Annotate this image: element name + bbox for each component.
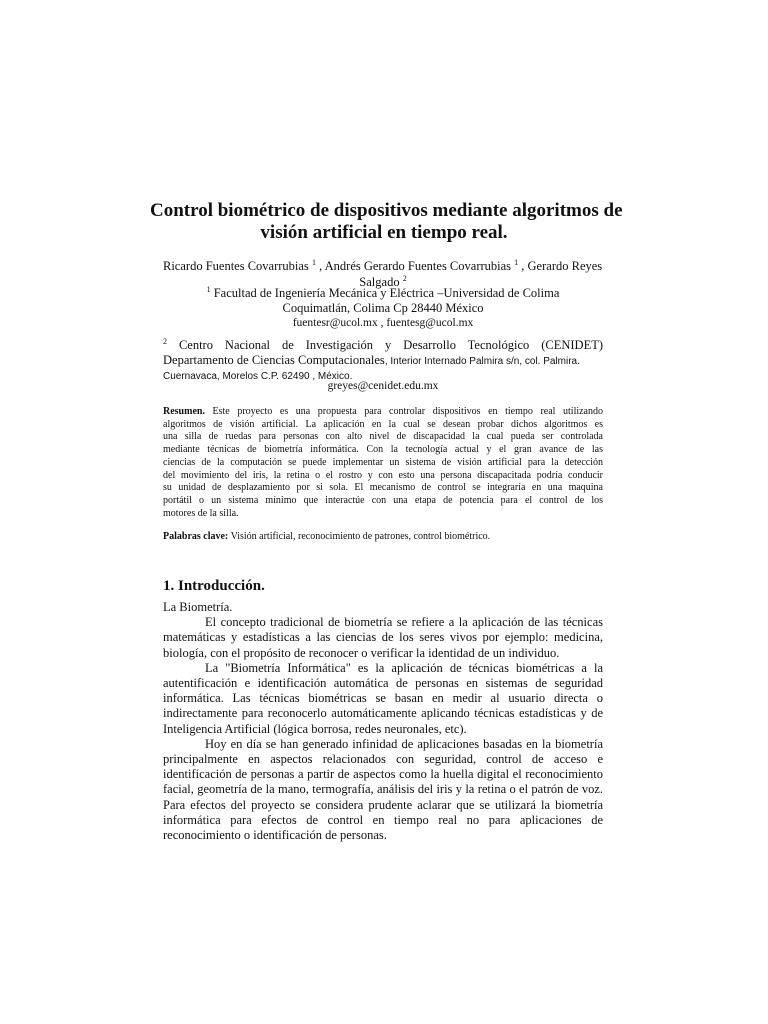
abstract-line (163, 406, 603, 419)
body-line: El concepto tradicional de biometría se refiere a la aplicación de las técnicas (205, 615, 603, 630)
affiliation-2-mark: 2 (163, 336, 167, 346)
affiliation-1-institution: Facultad de Ingeniería Mecánica y Eléctrica –Universidad de Colima (213, 286, 560, 300)
body-line: biología, con el propósito de reconocer o verificar la identidad de un individuo. (163, 645, 560, 660)
author-2: , Andrés Gerardo Fuentes Covarrubias (319, 259, 512, 273)
title-line-1: Control biométrico de dispositivos mediante algoritmos de (150, 200, 623, 221)
affiliation-2-line-1 (163, 338, 603, 353)
affiliation-2-line-2 (163, 353, 603, 369)
body-line: reconocimiento o identificación de personas. (163, 828, 387, 843)
affiliation-1-address: Coquimatlán, Colima Cp 28440 México (282, 301, 484, 315)
abstract-line: del movimiento del iris, la retina o el rostro y con esto una persona discapacitada podría conducir (163, 469, 603, 481)
affiliation-1 (163, 286, 603, 331)
body-line: Hoy en día se han generado infinidad de aplicaciones basadas en la biometría (205, 736, 603, 751)
abstract-line: una silla de ruedas para personas con alto nivel de discapacidad la cual pueda ser controlada (163, 431, 603, 443)
abstract-line: motores de la silla. (163, 507, 239, 519)
affiliation-2-email: greyes@cenidet.edu.mx (327, 380, 439, 392)
body-line: principalmente en aspectos relacionados con seguridad, control de acceso e (163, 752, 603, 767)
abstract-line: algoritmos de visión artificial. La aplicación en la cual se desean probar dichos algoritmos es (163, 418, 603, 430)
body-text (163, 600, 603, 843)
keywords-label: Palabras clave: (163, 531, 229, 542)
paper-title (150, 200, 623, 244)
subheading: La Biometría. (163, 600, 233, 614)
body-line: La "Biometría Informática" es la aplicación de técnicas biométricas a la (205, 660, 603, 675)
abstract-text: Este proyecto es una propuesta para controlar dispositivos en tiempo real utilizando (204, 406, 603, 417)
author-3-affiliation-mark: 2 (402, 273, 407, 283)
keywords (163, 531, 603, 542)
abstract-line: ciencias de la computación se puede implementar un sistema de visión artificial para la detección (163, 456, 603, 468)
body-line: Para efectos del proyecto se considera prudente aclarar que se utilizará la biometría (163, 797, 603, 812)
affiliation-1-mark: 1 (206, 284, 211, 294)
author-3-part-2: Salgado (359, 275, 400, 289)
affiliation-1-line-1 (163, 286, 603, 301)
body-line: indirectamente para reconocerlo automáticamente aplicando técnicas estadísticas y de (163, 706, 603, 721)
body-line: autentificación e identificación automática de personas en sistemas de seguridad (163, 676, 603, 691)
abstract-line: mediante técnicas de biometría informática. Con la tecnología actual y el gran avance de las (163, 444, 603, 456)
abstract (163, 406, 603, 520)
author-1-affiliation-mark: 1 (311, 257, 316, 267)
abstract-label: Resumen. (163, 406, 205, 417)
affiliation-2 (163, 338, 603, 384)
title-line-2: visión artificial en tiempo real. (260, 222, 508, 243)
affiliation-2-department: Departamento de Ciencias Computacionales (163, 353, 385, 367)
abstract-line: su unidad de desplazamiento por si sola. El mecanismo de control se integraría en una maquina (163, 482, 603, 494)
author-2-affiliation-mark: 1 (514, 257, 519, 267)
body-line: matemáticas y estadísticas a las ciencias de los seres vivos por ejemplo: medicina, (163, 630, 603, 645)
abstract-line: portátil o un sistema mínimo que interactúe con una etapa de potencia para el control de los (163, 494, 603, 506)
body-line: Inteligencia Artificial (lógica borrosa, redes neuronales, etc). (163, 721, 467, 736)
body-line: facial, geometría de la mano, termografía, análisis del iris y la retina o el patrón de voz. (163, 782, 603, 797)
author-3-part-1: , Gerardo Reyes (521, 259, 603, 273)
affiliation-1-emails: fuentesr@ucol.mx , fuentesg@ucol.mx (292, 317, 474, 329)
affiliation-2-institution: Centro Nacional de Investigación y Desarrollo Tecnológico (CENIDET) (178, 338, 604, 352)
keywords-text: Visión artificial, reconocimiento de patrones, control biométrico. (228, 531, 491, 542)
affiliation-2-street: , Interior Internado Palmira s/n, col. Palmira. (384, 356, 580, 367)
author-1: Ricardo Fuentes Covarrubias (163, 259, 309, 273)
body-line: identificación de personas a partir de aspectos como la huella digital el reconocimiento (163, 767, 603, 782)
authors-line-1 (163, 258, 603, 274)
body-line: informática para efectos de control en tiempo real no para aplicaciones de (163, 812, 603, 827)
section-heading: 1. Introducción. (163, 578, 265, 594)
affiliation-2-city: Cuernavaca, Morelos C.P. 62490 , México. (163, 371, 353, 382)
body-line: informática. Las técnicas biométricas se basan en medir al usuario directa o (163, 691, 603, 706)
